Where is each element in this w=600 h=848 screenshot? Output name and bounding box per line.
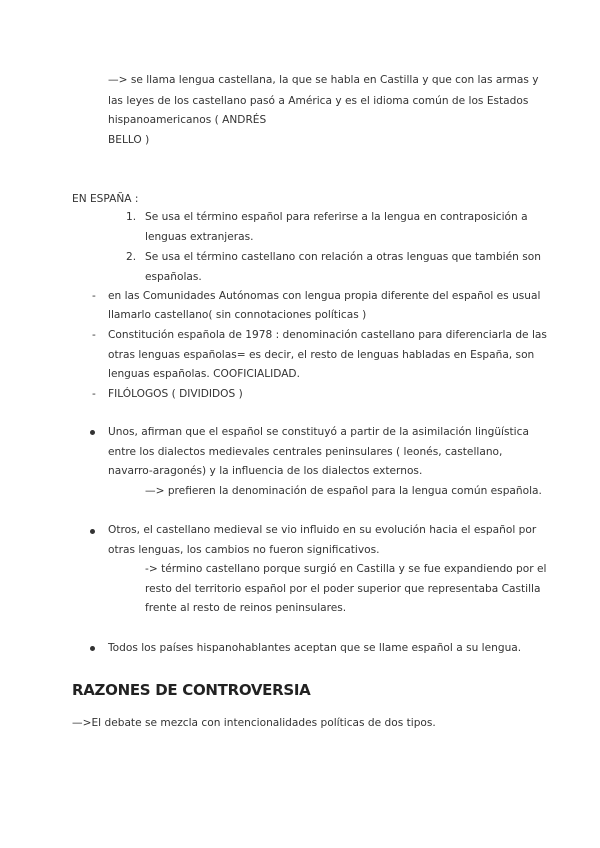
bullet-icon	[90, 529, 95, 534]
dash-marker: -	[92, 290, 96, 302]
intro-line: BELLO )	[108, 134, 150, 146]
dash-item-line: Constitución española de 1978 : denominación castellano para diferenciarla de las	[108, 329, 547, 341]
dash-item-line: lenguas españolas. COOFICIALIDAD.	[108, 368, 300, 380]
bullet-sub-line: frente al resto de reinos peninsulares.	[145, 602, 347, 614]
razones-line: —>El debate se mezcla con intencionalidades políticas de dos tipos.	[72, 717, 436, 729]
bullet-sub-line: —> prefieren la denominación de español para la lengua común española.	[145, 485, 542, 497]
numbered-item-line: Se usa el término castellano con relación a otras lenguas que también son	[145, 251, 541, 263]
intro-line: las leyes de los castellano pasó a América y es el idioma común de los Estados	[108, 95, 529, 107]
list-number: 2.	[126, 251, 137, 263]
dash-item-line: otras lenguas españolas= es decir, el resto de lenguas habladas en España, son	[108, 349, 535, 361]
bullet-sub-line: resto del territorio español por el poder superior que representaba Castilla	[145, 583, 541, 595]
bullet-item-line: Otros, el castellano medieval se vio influido en su evolución hacia el español por	[108, 524, 537, 536]
bullet-item-line: navarro-aragonés) y la influencia de los dialectos externos.	[108, 465, 423, 477]
dash-marker: -	[92, 329, 96, 341]
bullet-item-line: Unos, afirman que el español se constituyó a partir de la asimilación lingüística	[108, 426, 529, 438]
bullet-item-line: Todos los países hispanohablantes aceptan que se llame español a su lengua.	[108, 642, 522, 654]
dash-marker: -	[92, 388, 96, 400]
list-number: 1.	[126, 211, 137, 223]
dash-item-line: FILÓLOGOS ( DIVIDIDOS )	[108, 388, 243, 400]
numbered-item-line: Se usa el término español para referirse a la lengua en contraposición a	[145, 211, 528, 223]
intro-line: —> se llama lengua castellana, la que se habla en Castilla y que con las armas y	[108, 74, 539, 86]
intro-line: hispanoamericanos ( ANDRÉS	[108, 114, 267, 126]
bullet-item-line: entre los dialectos medievales centrales peninsulares ( leonés, castellano,	[108, 446, 503, 458]
dash-item-line: en las Comunidades Autónomas con lengua propia diferente del español es usual	[108, 290, 541, 302]
bullet-item-line: otras lenguas, los cambios no fueron significativos.	[108, 544, 380, 556]
bullet-sub-line: -> término castellano porque surgió en Castilla y se fue expandiendo por el	[145, 563, 547, 575]
dash-item-line: llamarlo castellano( sin connotaciones políticas )	[108, 309, 367, 321]
section-heading-razones: RAZONES DE CONTROVERSIA	[72, 681, 311, 699]
section-label-espana: EN ESPAÑA :	[72, 193, 139, 205]
numbered-item-line: lenguas extranjeras.	[145, 231, 254, 243]
bullet-icon	[90, 646, 95, 651]
bullet-icon	[90, 430, 95, 435]
numbered-item-line: españolas.	[145, 271, 202, 283]
